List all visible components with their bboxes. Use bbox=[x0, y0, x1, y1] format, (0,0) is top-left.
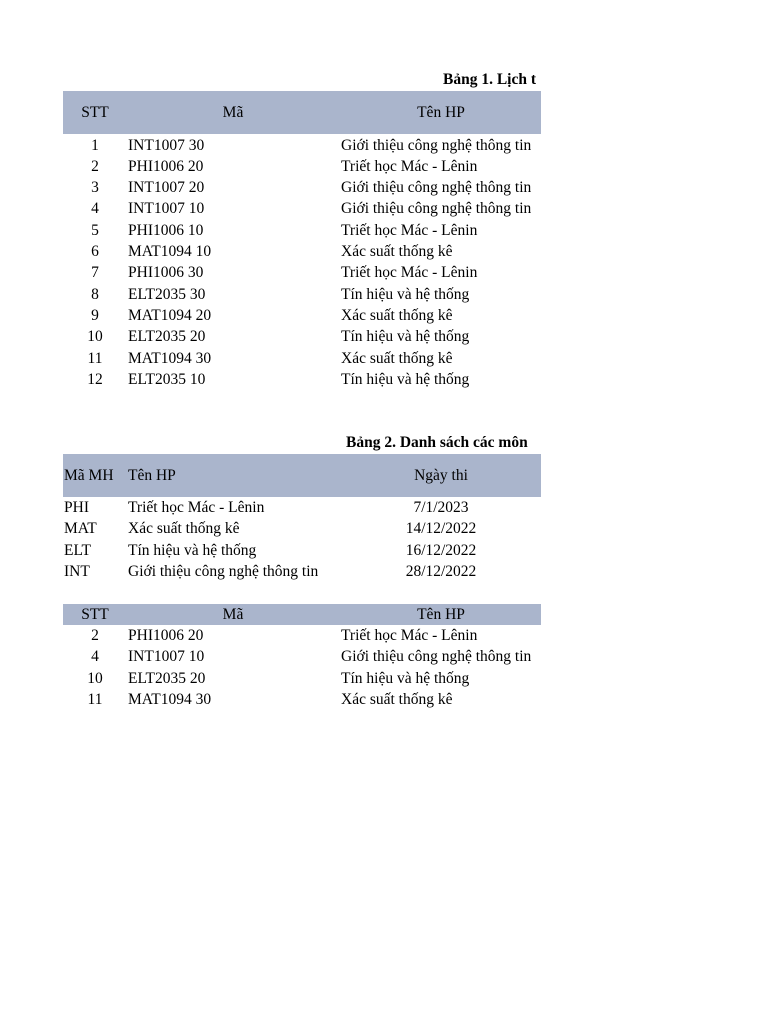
cell-ten-hp: Tín hiệu và hệ thống bbox=[341, 669, 470, 687]
table-row bbox=[0, 220, 541, 241]
table2-header-ten-hp: Tên HP bbox=[128, 467, 176, 484]
cell-ten-hp: Triết học Mác - Lênin bbox=[341, 221, 478, 239]
table2-header-ma-mh: Mã MH bbox=[64, 467, 114, 484]
table-row bbox=[0, 646, 541, 667]
cell-ma: INT1007 20 bbox=[128, 179, 205, 197]
cell-ten-hp: Xác suất thống kê bbox=[341, 306, 453, 324]
cell-ma: PHI1006 20 bbox=[128, 627, 204, 644]
cell-stt: 8 bbox=[91, 285, 99, 303]
cell-stt: 11 bbox=[87, 690, 103, 708]
cell-ma-mh: INT bbox=[64, 562, 90, 580]
cell-ten-hp: Giới thiệu công nghệ thông tin bbox=[341, 200, 532, 218]
table1-header-ma: Mã bbox=[222, 104, 244, 121]
table-row bbox=[0, 177, 541, 198]
cell-ma: INT1007 30 bbox=[128, 136, 205, 154]
cell-stt: 5 bbox=[91, 221, 99, 239]
table-row bbox=[0, 518, 541, 539]
table-row bbox=[0, 135, 541, 156]
cell-stt: 3 bbox=[91, 179, 99, 197]
cell-ma: MAT1094 10 bbox=[128, 243, 212, 260]
cell-ma: INT1007 10 bbox=[128, 648, 205, 666]
cell-ma: PHI1006 20 bbox=[128, 157, 204, 175]
table1-title: Bảng 1. Lịch t bbox=[443, 71, 537, 88]
cell-ma: MAT1094 30 bbox=[128, 349, 212, 367]
cell-stt: 6 bbox=[91, 243, 99, 260]
table-row bbox=[0, 348, 541, 369]
table-row bbox=[0, 326, 541, 347]
cell-ten-hp: Tín hiệu và hệ thống bbox=[341, 285, 470, 303]
cell-ma-mh: PHI bbox=[64, 499, 89, 516]
cell-ten-hp: Triết học Mác - Lênin bbox=[341, 264, 478, 282]
cell-ngay-thi: 7/1/2023 bbox=[413, 499, 469, 516]
cell-ten-hp: Triết học Mác - Lênin bbox=[128, 499, 265, 516]
table-row bbox=[0, 198, 541, 219]
cell-ma-mh: ELT bbox=[64, 541, 91, 559]
cell-ten-hp: Tín hiệu và hệ thống bbox=[128, 541, 257, 559]
table-row bbox=[0, 241, 541, 262]
cell-stt: 10 bbox=[87, 328, 103, 346]
cell-ngay-thi: 16/12/2022 bbox=[405, 541, 477, 559]
table2-title: Bảng 2. Danh sách các môn bbox=[346, 434, 528, 451]
cell-ten-hp: Triết học Mác - Lênin bbox=[341, 157, 478, 175]
cell-ten-hp: Giới thiệu công nghệ thông tin bbox=[128, 562, 319, 580]
table3-header-ten-hp: Tên HP bbox=[417, 606, 465, 623]
cell-ma: ELT2035 20 bbox=[128, 669, 206, 687]
table-row bbox=[0, 305, 541, 326]
cell-stt: 2 bbox=[91, 627, 99, 644]
table-row bbox=[0, 668, 541, 689]
cell-ma-mh: MAT bbox=[64, 520, 97, 538]
cell-ma: INT1007 10 bbox=[128, 200, 205, 218]
cell-stt: 11 bbox=[87, 349, 103, 367]
cell-ten-hp: Giới thiệu công nghệ thông tin bbox=[341, 179, 532, 197]
cell-stt: 4 bbox=[91, 200, 99, 218]
cell-ten-hp: Tín hiệu và hệ thống bbox=[341, 370, 470, 388]
table-row bbox=[0, 689, 541, 710]
table1-header-ten-hp: Tên HP bbox=[417, 104, 465, 121]
cell-ma: PHI1006 30 bbox=[128, 264, 204, 282]
table-row bbox=[0, 284, 541, 305]
cell-ngay-thi: 28/12/2022 bbox=[405, 562, 477, 580]
table-row bbox=[0, 497, 541, 518]
cell-stt: 9 bbox=[91, 306, 99, 324]
cell-ma: MAT1094 30 bbox=[128, 690, 212, 708]
cell-stt: 4 bbox=[91, 648, 99, 666]
table-row bbox=[0, 540, 541, 561]
cell-stt: 1 bbox=[91, 136, 99, 154]
cell-ten-hp: Xác suất thống kê bbox=[341, 243, 453, 260]
cell-ten-hp: Xác suất thống kê bbox=[341, 349, 453, 367]
table-row bbox=[0, 262, 541, 283]
cell-ma: ELT2035 20 bbox=[128, 328, 206, 346]
table-row bbox=[0, 561, 541, 582]
cell-stt: 2 bbox=[91, 157, 99, 175]
table2-header-ngay-thi: Ngày thi bbox=[414, 467, 468, 484]
cell-ten-hp: Xác suất thống kê bbox=[341, 690, 453, 708]
table3-header-ma: Mã bbox=[222, 606, 244, 623]
cell-ngay-thi: 14/12/2022 bbox=[405, 520, 477, 538]
cell-ma: ELT2035 30 bbox=[128, 285, 206, 303]
cell-stt: 10 bbox=[87, 669, 103, 687]
cell-ten-hp: Xác suất thống kê bbox=[128, 520, 240, 538]
cell-ma: MAT1094 20 bbox=[128, 306, 212, 324]
table-row bbox=[0, 369, 541, 390]
table3-header-stt: STT bbox=[81, 606, 109, 623]
cell-ten-hp: Giới thiệu công nghệ thông tin bbox=[341, 648, 532, 666]
cell-stt: 12 bbox=[87, 370, 103, 388]
cell-ma: ELT2035 10 bbox=[128, 370, 206, 388]
cell-ten-hp: Giới thiệu công nghệ thông tin bbox=[341, 136, 532, 154]
cell-ten-hp: Triết học Mác - Lênin bbox=[341, 627, 478, 644]
cell-ma: PHI1006 10 bbox=[128, 221, 204, 239]
table-row bbox=[0, 156, 541, 177]
table1-header-stt: STT bbox=[81, 104, 109, 121]
cell-stt: 7 bbox=[91, 264, 99, 282]
cell-ten-hp: Tín hiệu và hệ thống bbox=[341, 328, 470, 346]
table-row bbox=[0, 625, 541, 646]
